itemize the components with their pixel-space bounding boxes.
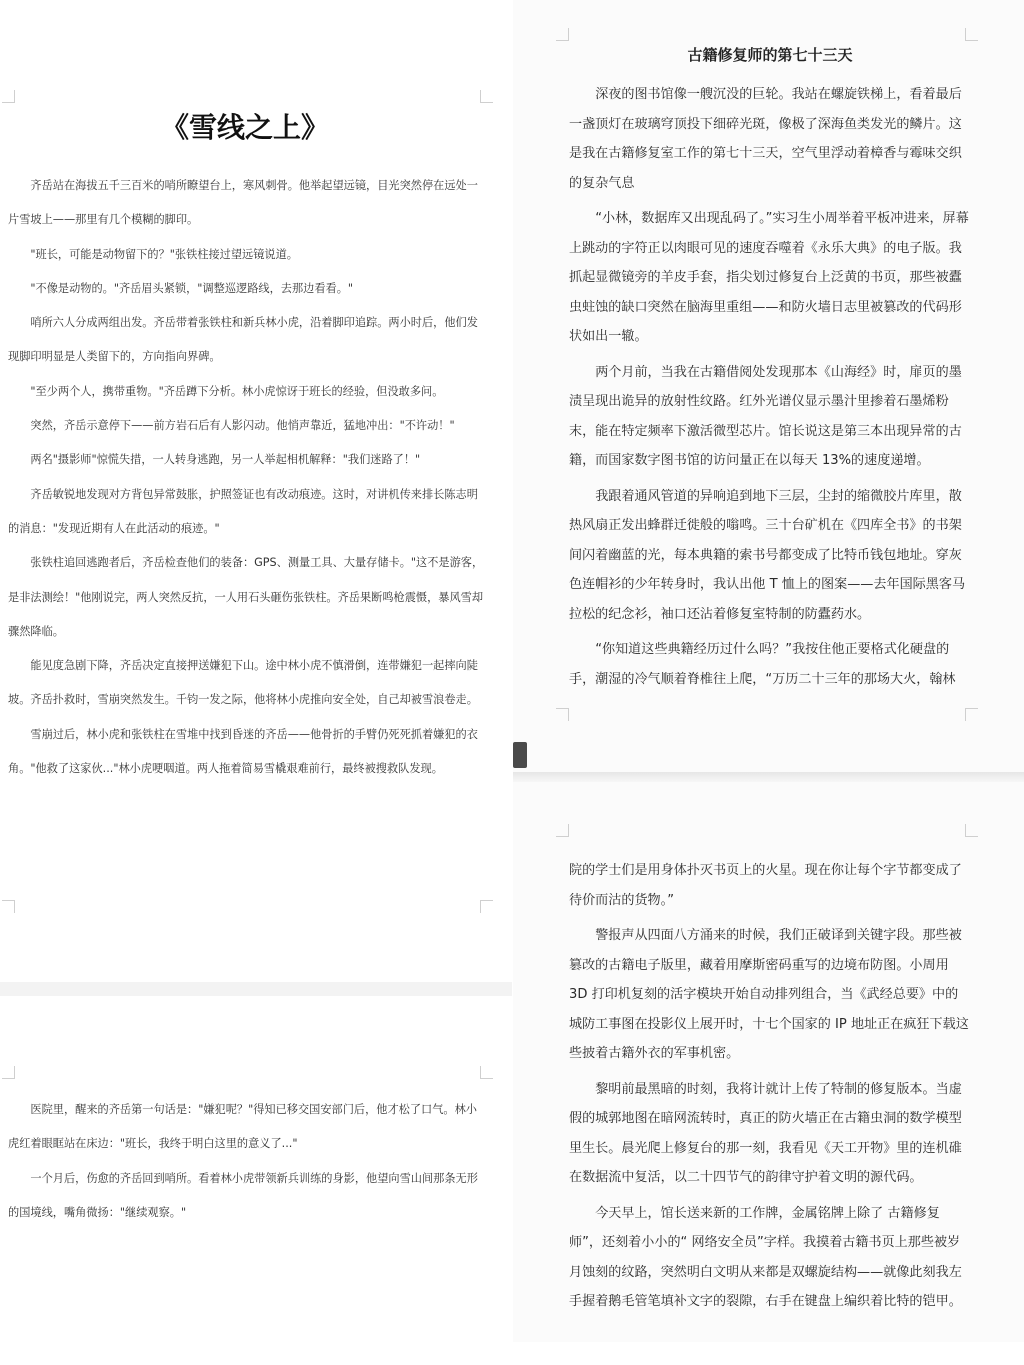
page-break bbox=[0, 982, 512, 996]
page-corner-mark bbox=[480, 900, 493, 913]
page-corner-mark bbox=[965, 708, 978, 721]
paragraph: 黎明前最黑暗的时刻，我将计就计上传了特制的修复版本。当虚假的城郭地图在暗网流转时，真正的防火墙正在古籍虫洞的数学模型里生长。晨光爬上修复台的那一刻，我看见《天工开物》里的连机碓在数据流中复活，以二十四节气的韵律守护着文明的源代码。 bbox=[569, 1081, 962, 1185]
paragraph: 两名"摄影师"惊慌失措，一人转身逃跑，另一人举起相机解释："我们迷路了！" bbox=[30, 453, 421, 467]
paragraph: 哨所六人分成两组出发。齐岳带着张铁柱和新兵林小虎，沿着脚印追踪。两小时后，他们发现脚印明显是人类留下的，方向指向界碑。 bbox=[8, 316, 478, 364]
page-corner-mark bbox=[556, 824, 569, 837]
page-corner-mark bbox=[480, 1066, 493, 1079]
left-page-1-body bbox=[8, 169, 484, 786]
paragraph: “小林，数据库又出现乱码了。”实习生小周举着平板冲进来，屏幕上跳动的字符正以肉眼可见的速度吞噬着《永乐大典》的电子版。我抓起显微镜旁的羊皮手套，指尖划过修复台上泛黄的书页，那些被蠹虫蛀蚀的缺口突然在脑海里重组——和防火墙日志里被篡改的代码形状如出一辙。 bbox=[569, 211, 969, 344]
page-corner-mark bbox=[965, 824, 978, 837]
paragraph: 院的学士们是用身体扑灭书页上的火星。现在你让每个字节都变成了待价而沽的货物。” bbox=[569, 863, 962, 908]
paragraph: 警报声从四面八方涌来的时候，我们正破译到关键字段。那些被篡改的古籍电子版里，藏着用摩斯密码重写的边境布防图。小周用 3D 打印机复刻的活字模块开始自动排列组合，当《武经总要》中的城防工事图在投影仪上展开时，十七个国家的 IP 地址正在疯狂下载这些披着古籍外衣的军事机密。 bbox=[569, 928, 969, 1061]
paragraph: 雪崩过后，林小虎和张铁柱在雪堆中找到昏迷的齐岳——他骨折的手臂仍死死抓着嫌犯的衣角。"他救了这家伙..."林小虎哽咽道。两人拖着简易雪橇艰难前行，最终被搜救队发现。 bbox=[8, 727, 478, 776]
left-page-1 bbox=[0, 0, 512, 982]
paragraph: "班长，可能是动物留下的？"张铁柱接过望远镜说道。 bbox=[30, 247, 298, 261]
page-corner-mark bbox=[556, 708, 569, 721]
paragraph: 突然，齐岳示意停下——前方岩石后有人影闪动。他悄声靠近，猛地冲出："不许动！" bbox=[30, 419, 455, 433]
paragraph: “你知道这些典籍经历过什么吗？”我按住他正要格式化硬盘的手，潮湿的冷气顺着脊椎往上爬，“万历二十三年的那场大火，翰林 bbox=[569, 642, 956, 687]
right-page-2-body bbox=[569, 856, 971, 1317]
paragraph: 齐岳敏锐地发现对方背包异常鼓胀，护照签证也有改动痕迹。这时，对讲机传来排长陈志明的消息："发现近期有人在此活动的痕迹。" bbox=[8, 487, 478, 535]
page-corner-mark bbox=[2, 900, 15, 913]
scroll-handle[interactable] bbox=[513, 742, 527, 768]
paragraph: 医院里，醒来的齐岳第一句话是："嫌犯呢？"得知已移交国安部门后，他才松了口气。林小虎红着眼眶站在床边："班长，我终于明白这里的意义了..." bbox=[8, 1103, 477, 1151]
story-title: 《雪线之上》 bbox=[160, 111, 329, 144]
paragraph: 今天早上，馆长送来新的工作牌，金属铭牌上除了 古籍修复师”，还刻着小小的“ 网络安全员”字样。我摸着古籍书页上那些被岁月蚀刻的纹路，突然明白文明从来都是双螺旋结构——就像此刻我左手握着鹅毛管笔填补文字的裂隙，右手在键盘上编织着比特的铠甲。 bbox=[569, 1205, 962, 1309]
page-corner-mark bbox=[556, 28, 569, 41]
paragraph: 齐岳站在海拔五千三百米的哨所瞭望台上，寒风刺骨。他举起望远镜，目光突然停在远处一片雪坡上——那里有几个模糊的脚印。 bbox=[8, 179, 478, 227]
essay-title: 古籍修复师的第七十三天 bbox=[687, 46, 853, 64]
paragraph: 一个月后，伤愈的齐岳回到哨所。看着林小虎带领新兵训练的身影，他望向雪山间那条无形的国境线，嘴角微扬："继续观察。" bbox=[8, 1171, 478, 1219]
left-page-2-body bbox=[8, 1093, 484, 1230]
page-break bbox=[513, 772, 1024, 782]
left-page-2 bbox=[0, 996, 512, 1365]
page-corner-mark bbox=[2, 1066, 15, 1079]
paragraph: "不像是动物的。"齐岳眉头紧锁，"调整巡逻路线，去那边看看。" bbox=[30, 281, 354, 295]
page-corner-mark bbox=[480, 90, 493, 103]
right-page-1-body bbox=[569, 80, 971, 694]
paragraph: "至少两个人，携带重物。"齐岳蹲下分析。林小虎惊讶于班长的经验，但没敢多问。 bbox=[30, 384, 444, 398]
paragraph: 能见度急剧下降，齐岳决定直接押送嫌犯下山。途中林小虎不慎滑倒，连带嫌犯一起摔向陡坡。齐岳扑救时，雪崩突然发生。千钧一发之际，他将林小虎推向安全处，自己却被雪浪卷走。 bbox=[8, 659, 478, 707]
page-corner-mark bbox=[965, 28, 978, 41]
paragraph: 两个月前，当我在古籍借阅处发现那本《山海经》时，扉页的墨渍呈现出诡异的放射性纹路。红外光谱仪显示墨汁里掺着石墨烯粉末，能在特定频率下激活微型芯片。馆长说这是第三本出现异常的古籍，而国家数字图书馆的访问量正在以每天 13%的速度递增。 bbox=[569, 364, 962, 468]
paragraph: 张铁柱追回逃跑者后，齐岳检查他们的装备：GPS、测量工具、大量存储卡。"这不是游客，是非法测绘！"他刚说完，两人突然反抗，一人用石头砸伤张铁柱。齐岳果断鸣枪震慑，暴风雪却骤然降临。 bbox=[8, 556, 484, 638]
page-corner-mark bbox=[2, 90, 15, 103]
paragraph: 深夜的图书馆像一艘沉没的巨轮。我站在螺旋铁梯上，看着最后一盏顶灯在玻璃穹顶投下细碎光斑，像极了深海鱼类发光的鳞片。这是我在古籍修复室工作的第七十三天，空气里浮动着樟香与霉味交织的复杂气息 bbox=[569, 87, 962, 191]
paragraph: 我跟着通风管道的异响追到地下三层，尘封的缩微胶片库里，散热风扇正发出蜂群迁徙般的嗡鸣。三十台矿机在《四库全书》的书架间闪着幽蓝的光，每本典籍的索书号都变成了比特币钱包地址。穿灰色连帽衫的少年转身时，我认出他 T 恤上的图案——去年国际黑客马拉松的纪念衫，袖口还沾着修复室特制的防蠹药水。 bbox=[569, 488, 966, 622]
